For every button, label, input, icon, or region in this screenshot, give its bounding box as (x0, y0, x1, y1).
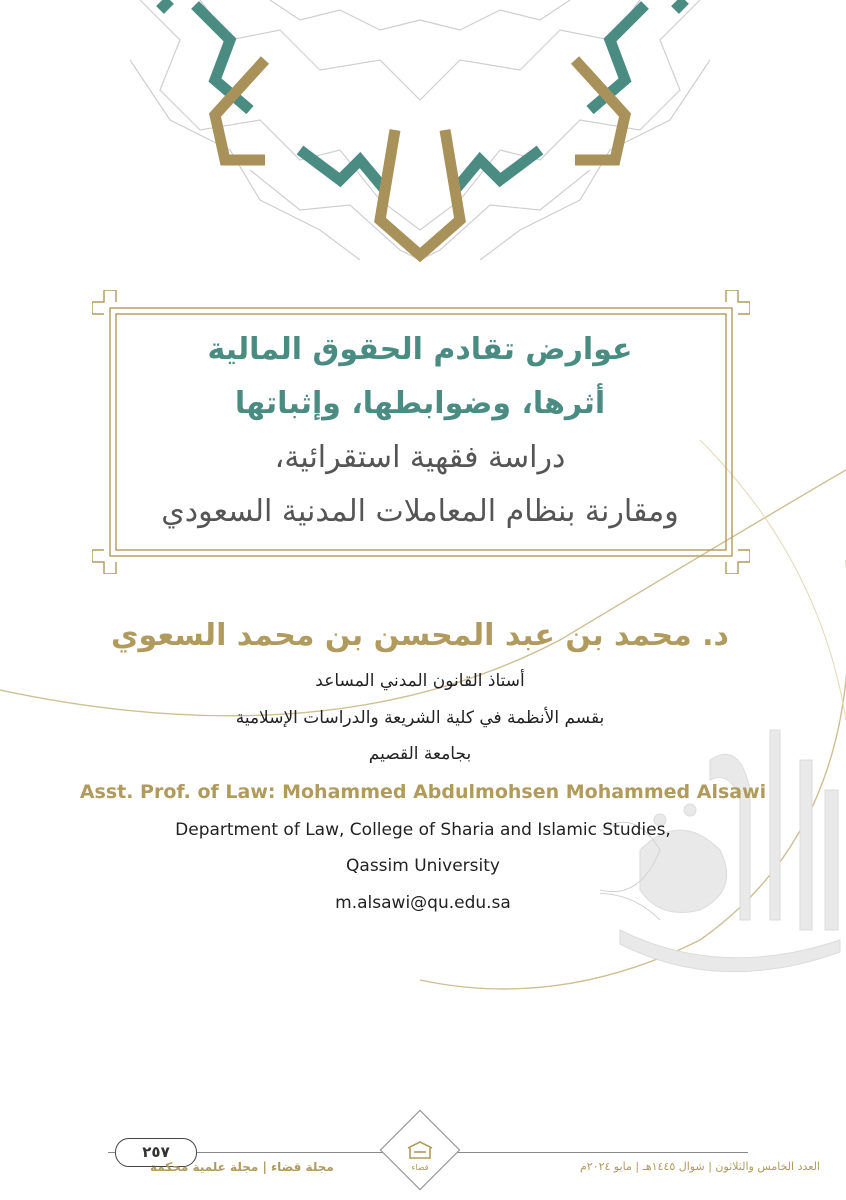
author-name-ar: د. محمد بن عبد المحسن بن محمد السعوي (111, 618, 729, 653)
geometric-star-ornament (0, 0, 846, 280)
title-line-1: عوارض تقادم الحقوق المالية (207, 332, 633, 367)
affiliation-en-1: Department of Law, College of Sharia and Islamic Studies, (175, 820, 671, 840)
journal-name: مجلة قضاء | مجلة علمية محكمة (150, 1160, 334, 1174)
title-line-4: ومقارنة بنظام المعاملات المدنية السعودي (161, 494, 679, 529)
affiliation-ar-1: أستاذ القانون المدني المساعد (315, 671, 525, 691)
author-email[interactable]: m.alsawi@qu.edu.sa (335, 893, 511, 913)
page-number: ٢٥٧ (115, 1138, 197, 1167)
title-block (120, 323, 720, 539)
affiliation-ar-3: بجامعة القصيم (368, 744, 472, 764)
logo-text: قضاء (411, 1163, 429, 1172)
journal-logo-icon (378, 1108, 462, 1192)
affiliation-ar-2: بقسم الأنظمة في كلية الشريعة والدراسات الإسلامية (235, 708, 605, 728)
title-line-2: أثرها، وضوابطها، وإثباتها (234, 386, 606, 421)
title-line-3: دراسة فقهية استقرائية، (274, 440, 566, 475)
affiliation-en-2: Qassim University (346, 856, 500, 876)
author-name-en: Asst. Prof. of Law: Mohammed Abdulmohsen Mohammed Alsawi (79, 781, 767, 803)
issue-info: العدد الخامس والثلاثون | شوال ١٤٤٥هـ | مايو ٢٠٢٤م (579, 1160, 820, 1173)
